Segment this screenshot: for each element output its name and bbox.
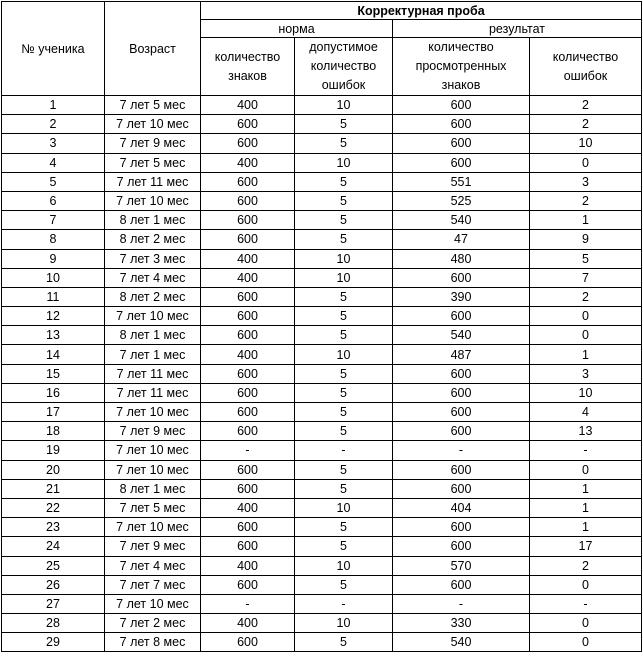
cell-student-no: 12 <box>2 307 105 326</box>
cell-norm-errors: 5 <box>295 287 393 306</box>
cell-norm-chars: 600 <box>201 537 295 556</box>
cell-student-no: 5 <box>2 172 105 191</box>
cell-student-no: 24 <box>2 537 105 556</box>
cell-norm-chars: 600 <box>201 403 295 422</box>
cell-norm-chars: 400 <box>201 249 295 268</box>
cell-age: 7 лет 9 мес <box>105 134 201 153</box>
cell-norm-chars: 600 <box>201 287 295 306</box>
cell-norm-chars: 600 <box>201 211 295 230</box>
cell-norm-chars: 600 <box>201 479 295 498</box>
cell-student-no: 1 <box>2 96 105 115</box>
cell-result-chars: 404 <box>393 498 530 517</box>
cell-age: 7 лет 5 мес <box>105 96 201 115</box>
cell-age: 7 лет 10 мес <box>105 307 201 326</box>
cell-result-errors: - <box>530 441 642 460</box>
cell-age: 7 лет 5 мес <box>105 153 201 172</box>
cell-result-chars: - <box>393 441 530 460</box>
table-row <box>2 268 642 287</box>
table-row <box>2 422 642 441</box>
cell-result-chars: 487 <box>393 345 530 364</box>
cell-result-chars: 600 <box>393 537 530 556</box>
cell-norm-chars: - <box>201 594 295 613</box>
table-row <box>2 307 642 326</box>
cell-norm-chars: 600 <box>201 191 295 210</box>
cell-norm-chars: 400 <box>201 268 295 287</box>
table-row <box>2 287 642 306</box>
cell-result-chars: 540 <box>393 326 530 345</box>
table-row <box>2 575 642 594</box>
cell-result-errors: 0 <box>530 153 642 172</box>
cell-norm-errors: 5 <box>295 326 393 345</box>
cell-norm-errors: 10 <box>295 268 393 287</box>
table-row <box>2 614 642 633</box>
cell-result-chars: 600 <box>393 518 530 537</box>
cell-result-chars: 600 <box>393 96 530 115</box>
table-row <box>2 403 642 422</box>
cell-norm-errors: 5 <box>295 460 393 479</box>
header-result-errors: количество ошибок <box>530 38 642 96</box>
cell-result-chars: 600 <box>393 460 530 479</box>
table-row <box>2 537 642 556</box>
cell-norm-errors: 5 <box>295 115 393 134</box>
cell-norm-chars: 600 <box>201 326 295 345</box>
cell-result-errors: 0 <box>530 460 642 479</box>
cell-norm-chars: 400 <box>201 556 295 575</box>
table-row <box>2 115 642 134</box>
cell-age: 8 лет 2 мес <box>105 287 201 306</box>
cell-norm-errors: 5 <box>295 479 393 498</box>
cell-student-no: 20 <box>2 460 105 479</box>
cell-result-chars: 540 <box>393 633 530 652</box>
table-row <box>2 345 642 364</box>
cell-norm-errors: 5 <box>295 364 393 383</box>
cell-result-chars: 600 <box>393 383 530 402</box>
cell-result-errors: 2 <box>530 191 642 210</box>
cell-result-errors: 13 <box>530 422 642 441</box>
cell-student-no: 28 <box>2 614 105 633</box>
cell-norm-errors: 10 <box>295 614 393 633</box>
table-row <box>2 326 642 345</box>
cell-norm-errors: 5 <box>295 383 393 402</box>
cell-student-no: 13 <box>2 326 105 345</box>
cell-result-errors: 1 <box>530 498 642 517</box>
header-norm-chars: количество знаков <box>201 38 295 96</box>
cell-result-chars: 600 <box>393 268 530 287</box>
cell-norm-chars: 600 <box>201 422 295 441</box>
cell-result-chars: 600 <box>393 307 530 326</box>
cell-norm-errors: 5 <box>295 633 393 652</box>
cell-norm-chars: 400 <box>201 614 295 633</box>
cell-norm-chars: 600 <box>201 172 295 191</box>
cell-result-errors: 10 <box>530 134 642 153</box>
cell-result-chars: 570 <box>393 556 530 575</box>
table-row <box>2 96 642 115</box>
cell-norm-chars: 400 <box>201 96 295 115</box>
cell-age: 7 лет 3 мес <box>105 249 201 268</box>
cell-norm-chars: 600 <box>201 633 295 652</box>
cell-age: 7 лет 7 мес <box>105 575 201 594</box>
results-table <box>1 1 642 652</box>
cell-norm-errors: 10 <box>295 96 393 115</box>
cell-result-errors: 0 <box>530 575 642 594</box>
cell-result-errors: 7 <box>530 268 642 287</box>
cell-age: 7 лет 10 мес <box>105 441 201 460</box>
table-row <box>2 479 642 498</box>
cell-student-no: 23 <box>2 518 105 537</box>
cell-norm-chars: 400 <box>201 345 295 364</box>
table-row <box>2 556 642 575</box>
cell-student-no: 21 <box>2 479 105 498</box>
cell-norm-chars: 400 <box>201 153 295 172</box>
cell-age: 7 лет 11 мес <box>105 383 201 402</box>
cell-age: 8 лет 2 мес <box>105 230 201 249</box>
cell-student-no: 2 <box>2 115 105 134</box>
table-header <box>2 2 642 96</box>
table-row <box>2 364 642 383</box>
cell-student-no: 18 <box>2 422 105 441</box>
cell-student-no: 19 <box>2 441 105 460</box>
cell-norm-errors: 5 <box>295 211 393 230</box>
cell-age: 7 лет 5 мес <box>105 498 201 517</box>
cell-age: 7 лет 10 мес <box>105 594 201 613</box>
cell-student-no: 10 <box>2 268 105 287</box>
cell-result-errors: 3 <box>530 172 642 191</box>
cell-age: 8 лет 1 мес <box>105 326 201 345</box>
cell-result-errors: 5 <box>530 249 642 268</box>
cell-student-no: 29 <box>2 633 105 652</box>
cell-result-chars: 600 <box>393 575 530 594</box>
cell-result-chars: 390 <box>393 287 530 306</box>
cell-result-chars: 480 <box>393 249 530 268</box>
cell-result-errors: 0 <box>530 307 642 326</box>
table-row <box>2 211 642 230</box>
cell-student-no: 8 <box>2 230 105 249</box>
cell-result-chars: 600 <box>393 134 530 153</box>
cell-student-no: 9 <box>2 249 105 268</box>
cell-result-errors: 0 <box>530 326 642 345</box>
cell-norm-errors: 5 <box>295 537 393 556</box>
table-row <box>2 594 642 613</box>
cell-norm-errors: 5 <box>295 307 393 326</box>
cell-age: 7 лет 8 мес <box>105 633 201 652</box>
cell-result-errors: 1 <box>530 479 642 498</box>
cell-result-chars: 600 <box>393 115 530 134</box>
header-result-chars: количество просмотренных знаков <box>393 38 530 96</box>
cell-norm-chars: 600 <box>201 307 295 326</box>
cell-result-errors: 2 <box>530 115 642 134</box>
cell-result-chars: - <box>393 594 530 613</box>
cell-result-errors: 10 <box>530 383 642 402</box>
cell-result-chars: 551 <box>393 172 530 191</box>
cell-age: 7 лет 4 мес <box>105 268 201 287</box>
cell-norm-chars: - <box>201 441 295 460</box>
cell-age: 7 лет 11 мес <box>105 364 201 383</box>
cell-age: 7 лет 1 мес <box>105 345 201 364</box>
cell-student-no: 7 <box>2 211 105 230</box>
cell-norm-chars: 600 <box>201 460 295 479</box>
cell-student-no: 4 <box>2 153 105 172</box>
cell-norm-errors: 10 <box>295 345 393 364</box>
cell-age: 7 лет 10 мес <box>105 191 201 210</box>
cell-age: 7 лет 10 мес <box>105 518 201 537</box>
cell-norm-chars: 600 <box>201 230 295 249</box>
cell-norm-errors: 5 <box>295 403 393 422</box>
cell-norm-errors: 5 <box>295 575 393 594</box>
cell-result-errors: - <box>530 594 642 613</box>
header-result-group: результат <box>393 20 642 38</box>
cell-age: 7 лет 4 мес <box>105 556 201 575</box>
cell-result-chars: 525 <box>393 191 530 210</box>
table-row <box>2 441 642 460</box>
cell-norm-errors: 10 <box>295 249 393 268</box>
cell-result-errors: 2 <box>530 556 642 575</box>
cell-age: 7 лет 9 мес <box>105 422 201 441</box>
table-row <box>2 230 642 249</box>
cell-student-no: 22 <box>2 498 105 517</box>
cell-norm-chars: 600 <box>201 383 295 402</box>
cell-result-errors: 0 <box>530 633 642 652</box>
cell-norm-errors: - <box>295 441 393 460</box>
cell-norm-chars: 600 <box>201 115 295 134</box>
table-row <box>2 249 642 268</box>
cell-student-no: 17 <box>2 403 105 422</box>
table-row <box>2 153 642 172</box>
cell-norm-chars: 600 <box>201 364 295 383</box>
cell-norm-chars: 600 <box>201 134 295 153</box>
cell-student-no: 15 <box>2 364 105 383</box>
cell-student-no: 3 <box>2 134 105 153</box>
table-row <box>2 383 642 402</box>
cell-result-chars: 330 <box>393 614 530 633</box>
cell-norm-errors: 5 <box>295 134 393 153</box>
cell-norm-errors: 10 <box>295 556 393 575</box>
cell-norm-errors: 5 <box>295 191 393 210</box>
cell-result-errors: 3 <box>530 364 642 383</box>
cell-norm-errors: 10 <box>295 153 393 172</box>
cell-norm-chars: 400 <box>201 498 295 517</box>
cell-norm-errors: - <box>295 594 393 613</box>
header-student-no: № ученика <box>2 2 105 96</box>
cell-result-chars: 540 <box>393 211 530 230</box>
table-row <box>2 498 642 517</box>
cell-result-chars: 600 <box>393 153 530 172</box>
table-body <box>2 96 642 652</box>
cell-result-chars: 47 <box>393 230 530 249</box>
cell-result-errors: 1 <box>530 211 642 230</box>
cell-result-chars: 600 <box>393 479 530 498</box>
cell-norm-errors: 5 <box>295 422 393 441</box>
cell-norm-chars: 600 <box>201 575 295 594</box>
cell-result-errors: 17 <box>530 537 642 556</box>
cell-age: 7 лет 2 мес <box>105 614 201 633</box>
cell-age: 7 лет 10 мес <box>105 115 201 134</box>
cell-age: 8 лет 1 мес <box>105 211 201 230</box>
cell-result-chars: 600 <box>393 422 530 441</box>
cell-age: 7 лет 10 мес <box>105 460 201 479</box>
header-norm-group: норма <box>201 20 393 38</box>
cell-result-errors: 2 <box>530 287 642 306</box>
cell-result-chars: 600 <box>393 403 530 422</box>
cell-norm-errors: 5 <box>295 172 393 191</box>
cell-norm-errors: 5 <box>295 518 393 537</box>
cell-student-no: 27 <box>2 594 105 613</box>
table-row <box>2 191 642 210</box>
cell-result-errors: 2 <box>530 96 642 115</box>
table-row <box>2 172 642 191</box>
cell-student-no: 11 <box>2 287 105 306</box>
header-norm-errors: допустимое количество ошибок <box>295 38 393 96</box>
cell-age: 8 лет 1 мес <box>105 479 201 498</box>
cell-student-no: 6 <box>2 191 105 210</box>
cell-result-errors: 0 <box>530 614 642 633</box>
header-age: Возраст <box>105 2 201 96</box>
cell-student-no: 25 <box>2 556 105 575</box>
cell-student-no: 14 <box>2 345 105 364</box>
cell-result-errors: 4 <box>530 403 642 422</box>
table-row <box>2 134 642 153</box>
table-row <box>2 633 642 652</box>
cell-result-chars: 600 <box>393 364 530 383</box>
cell-result-errors: 1 <box>530 345 642 364</box>
cell-result-errors: 9 <box>530 230 642 249</box>
cell-student-no: 26 <box>2 575 105 594</box>
cell-norm-errors: 10 <box>295 498 393 517</box>
cell-norm-chars: 600 <box>201 518 295 537</box>
cell-age: 7 лет 10 мес <box>105 403 201 422</box>
table-row <box>2 518 642 537</box>
cell-student-no: 16 <box>2 383 105 402</box>
cell-age: 7 лет 9 мес <box>105 537 201 556</box>
header-test-group: Корректурная проба <box>201 2 642 20</box>
table-row <box>2 460 642 479</box>
cell-age: 7 лет 11 мес <box>105 172 201 191</box>
cell-norm-errors: 5 <box>295 230 393 249</box>
cell-result-errors: 1 <box>530 518 642 537</box>
